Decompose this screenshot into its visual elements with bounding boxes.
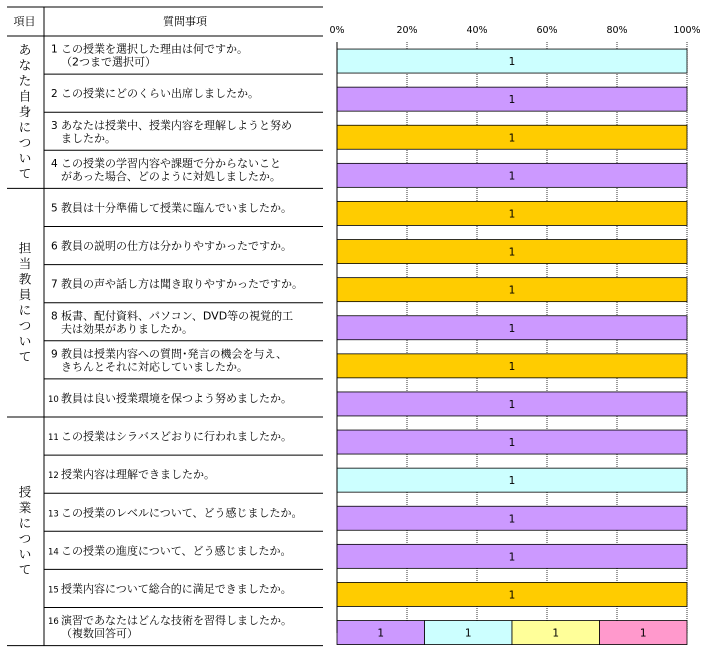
question-text: あなたは授業中、授業内容を理解しようと努め [61, 118, 292, 132]
question-number: 14 [48, 547, 59, 558]
data-label: 1 [508, 475, 516, 488]
data-label: 1 [508, 246, 516, 259]
group-label-char: た [18, 73, 32, 89]
question-number: 9 [51, 348, 58, 361]
data-label: 1 [508, 513, 516, 526]
data-label: 1 [508, 437, 516, 450]
question-number: 5 [51, 202, 58, 215]
group-label-char: 教 [18, 271, 32, 287]
data-label: 1 [508, 56, 516, 69]
group-label-char: 授 [18, 484, 32, 500]
question-text: この授業の進度について、どう感じましたか。 [61, 544, 292, 558]
question-number: 12 [48, 471, 59, 482]
tick-label: 100% [673, 25, 701, 36]
group-label-char: て [18, 562, 32, 578]
data-label: 1 [464, 627, 472, 640]
data-label: 1 [508, 284, 516, 297]
question-number: 8 [51, 310, 58, 323]
data-label: 1 [377, 627, 385, 640]
question-text: 教員の声や話し方は聞き取りやすかったですか。 [61, 277, 303, 291]
question-number: 10 [48, 394, 59, 405]
question-text: 演習であなたはどんな技術を習得しましたか。 [61, 614, 292, 628]
question-text: 夫は効果がありましたか。 [61, 322, 193, 336]
header-category: 項目 [13, 15, 36, 28]
data-label: 1 [508, 589, 516, 602]
data-label: 1 [639, 627, 647, 640]
tick-label: 20% [396, 25, 418, 36]
question-text: （複数回答可） [61, 627, 138, 641]
question-text: 授業内容について総合的に満足できましたか。 [61, 582, 292, 596]
data-label: 1 [508, 208, 516, 221]
group-label-char: 業 [18, 500, 32, 516]
group-label-char: い [18, 546, 32, 562]
tick-label: 40% [466, 25, 488, 36]
data-label: 1 [508, 170, 516, 183]
question-text: （2つまで選択可） [61, 55, 156, 69]
question-number: 11 [48, 433, 59, 444]
question-text: 教員は良い授業環境を保つよう努めましたか。 [61, 391, 292, 405]
header-question: 質問事項 [163, 15, 207, 28]
group-label-char: に [18, 119, 32, 135]
group-label-char: 当 [18, 255, 32, 271]
data-label: 1 [508, 94, 516, 107]
tick-label: 60% [536, 25, 558, 36]
data-label: 1 [508, 551, 516, 564]
group-label-char: つ [18, 135, 32, 151]
question-text: があった場合、どのように対処しましたか。 [61, 169, 281, 183]
group-label-char: い [18, 333, 32, 349]
question-number: 3 [51, 119, 58, 132]
question-number: 16 [48, 617, 59, 628]
data-label: 1 [508, 132, 516, 145]
question-text: きちんとそれに対応していましたか。 [61, 360, 248, 374]
group-label-char: あ [18, 42, 32, 58]
question-text: この授業にどのくらい出席しましたか。 [61, 87, 259, 101]
group-label-char: つ [18, 317, 32, 333]
question-text: 教員は授業内容への質問･発言の機会を与え、 [61, 347, 288, 361]
group-label-char: に [18, 515, 32, 531]
question-text: この授業はシラバスどおりに行われましたか。 [61, 430, 292, 444]
question-text: 教員の説明の仕方は分かりやすかったですか。 [61, 239, 292, 253]
group-label-char: つ [18, 531, 32, 547]
group-label-char: に [18, 302, 32, 318]
question-text: この授業を選択した理由は何ですか。 [61, 42, 248, 56]
question-number: 2 [51, 88, 58, 101]
group-label-char: な [18, 57, 32, 73]
question-number: 7 [51, 278, 58, 291]
group-label-char: 担 [18, 240, 32, 256]
data-label: 1 [552, 627, 560, 640]
group-label-char: い [18, 150, 32, 166]
group-label-char: 身 [18, 104, 32, 120]
question-number: 1 [51, 43, 58, 56]
question-number: 4 [51, 157, 58, 170]
question-text: この授業の学習内容や課題で分からないこと [61, 156, 281, 170]
data-label: 1 [508, 398, 516, 411]
question-text: ましたか。 [61, 131, 116, 145]
group-label-char: 自 [18, 88, 32, 104]
question-number: 6 [51, 240, 58, 253]
question-text: 教員は十分準備して授業に臨んでいましたか。 [61, 201, 292, 215]
question-number: 13 [48, 509, 59, 520]
tick-label: 80% [606, 25, 628, 36]
question-number: 15 [48, 585, 59, 596]
question-text: 授業内容は理解できましたか。 [61, 468, 215, 482]
question-text: この授業のレベルについて、どう感じましたか。 [61, 506, 303, 520]
group-label-char: て [18, 166, 32, 182]
data-label: 1 [508, 322, 516, 335]
question-text: 板書、配付資料、パソコン、DVD等の視覚的工 [61, 309, 294, 323]
group-label-char: て [18, 348, 32, 364]
tick-label: 0% [329, 25, 345, 36]
data-label: 1 [508, 360, 516, 373]
group-label-char: 員 [18, 286, 32, 302]
